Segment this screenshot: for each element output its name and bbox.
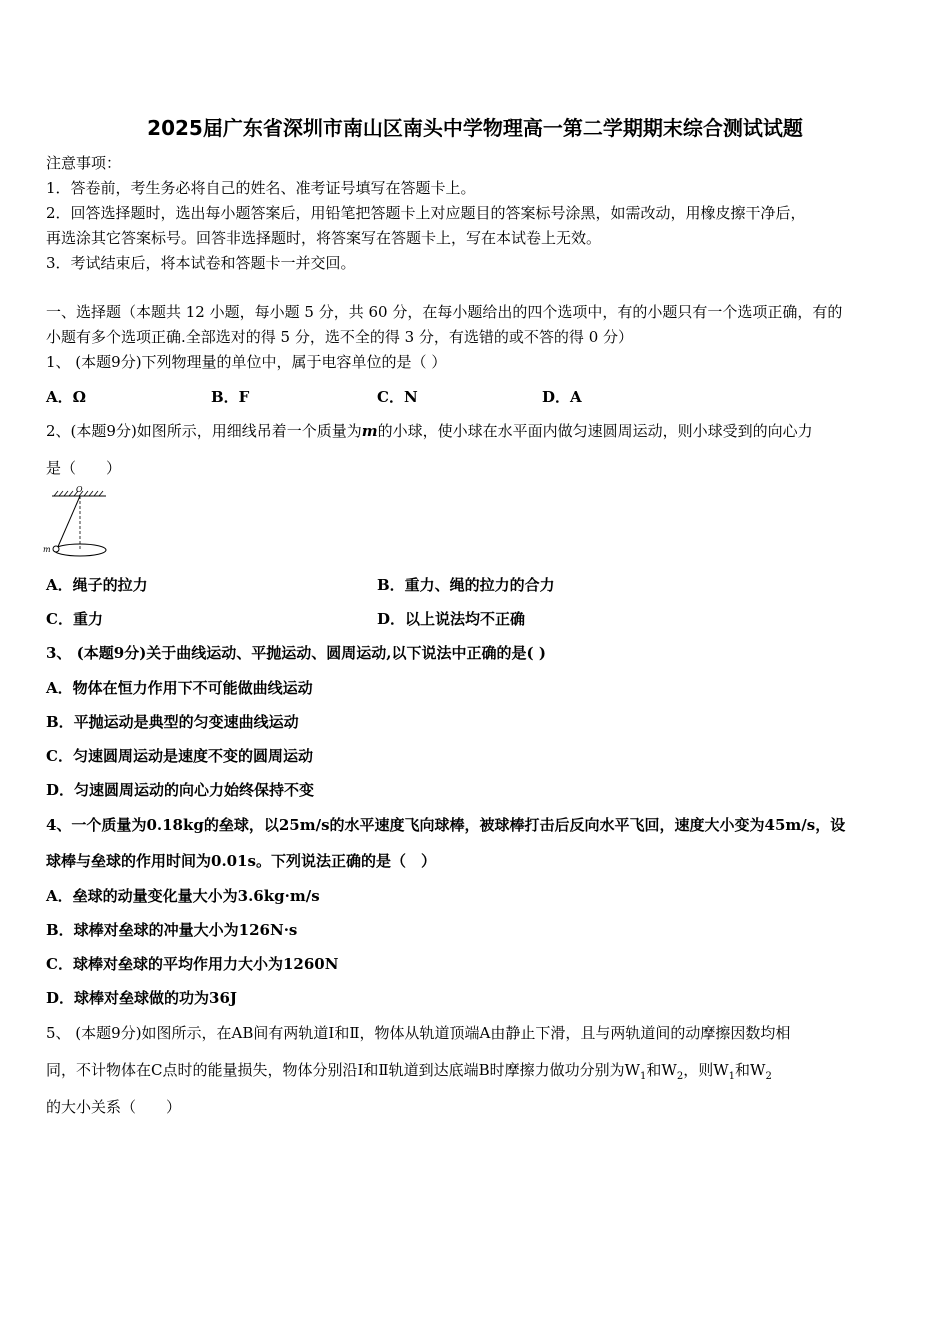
q1-stem: 1、 (本题9分)下列物理量的单位中，属于电容单位的是（ ） xyxy=(46,353,447,371)
q2-stem-part1: 2、(本题9分)如图所示，用细线吊着一个质量为 xyxy=(46,422,362,440)
q1-option-d: D．A xyxy=(542,388,582,406)
q2-pendulum-figure xyxy=(42,484,114,564)
q5-sub-w1: 1 xyxy=(640,1071,647,1082)
q5-sub-w2b: 2 xyxy=(765,1071,772,1082)
q5-stem-line2 xyxy=(46,1059,772,1082)
q2-option-a: A．绳子的拉力 xyxy=(46,576,148,594)
q5-sub-w2: 2 xyxy=(676,1071,684,1082)
q4-option-c: C．球棒对垒球的平均作用力大小为1260N xyxy=(46,955,339,973)
q3-option-d: D．匀速圆周运动的向心力始终保持不变 xyxy=(46,781,315,799)
q2-mass-symbol: m xyxy=(361,422,378,440)
q5-stem-line1: 5、 (本题9分)如图所示，在AB间有两轨道Ⅰ和Ⅱ，物体从轨道顶端A由静止下滑，且与两轨道间的动摩擦因数均相 xyxy=(46,1024,791,1042)
section-header-line1: 一、选择题（本题共 12 小题，每小题 5 分，共 60 分，在每小题给出的四个选项中，有的小题只有一个选项正确，有的 xyxy=(46,303,843,321)
q2-stem-line2: 是（ ） xyxy=(46,459,122,477)
q3-stem: 3、 (本题9分)关于曲线运动、平抛运动、圆周运动,以下说法中正确的是( ) xyxy=(46,644,546,662)
pivot-label: O xyxy=(76,485,83,494)
q5-stem-line3: 的大小关系（ ） xyxy=(46,1098,182,1116)
q1-option-a: A．Ω xyxy=(46,388,86,406)
q5-stem-part-b: ，则W xyxy=(683,1061,729,1079)
q5-and: 和W xyxy=(646,1061,677,1079)
q5-and2: 和W xyxy=(735,1061,766,1079)
notice-item-1: 1．答卷前，考生务必将自己的姓名、准考证号填写在答题卡上。 xyxy=(46,179,476,197)
notice-heading: 注意事项： xyxy=(46,154,122,172)
notice-item-3: 3．考试结束后，将本试卷和答题卡一并交回。 xyxy=(46,254,356,272)
q4-option-b: B．球棒对垒球的冲量大小为126N·s xyxy=(46,921,298,939)
q3-option-c: C．匀速圆周运动是速度不变的圆周运动 xyxy=(46,747,313,765)
q2-option-d: D．以上说法均不正确 xyxy=(377,610,526,628)
q5-sub-w1b: 1 xyxy=(728,1071,736,1082)
q3-option-b: B．平抛运动是典型的匀变速曲线运动 xyxy=(46,713,299,731)
notice-item-2a: 2．回答选择题时，选出每小题答案后，用铅笔把答题卡上对应题目的答案标号涂黑，如需改动，用橡皮擦干净后， xyxy=(46,204,806,222)
q4-stem-line2: 球棒与垒球的作用时间为0.01s。下列说法正确的是（ ） xyxy=(46,852,436,870)
q4-option-a: A．垒球的动量变化量大小为3.6kg·m/s xyxy=(46,887,320,905)
q2-option-b: B．重力、绳的拉力的合力 xyxy=(377,576,555,594)
string-line xyxy=(57,496,80,549)
notice-item-2b: 再选涂其它答案标号。回答非选择题时，将答案写在答题卡上，写在本试卷上无效。 xyxy=(46,229,602,247)
ball-label: m xyxy=(43,545,51,554)
q3-option-a: A．物体在恒力作用下不可能做曲线运动 xyxy=(46,679,313,697)
q2-option-c: C．重力 xyxy=(46,610,103,628)
q4-option-d: D．球棒对垒球做的功为36J xyxy=(46,989,237,1007)
q5-stem-part-a: 同，不计物体在C点时的能量损失，物体分别沿Ⅰ和Ⅱ轨道到达底端B时摩擦力做功分别为W xyxy=(46,1061,641,1079)
q2-stem-part2: 的小球，使小球在水平面内做匀速圆周运动，则小球受到的向心力 xyxy=(377,422,813,440)
q2-stem-line1 xyxy=(46,420,813,441)
q1-option-c: C．N xyxy=(377,388,418,406)
q4-stem-line1: 4、一个质量为0.18kg的垒球，以25m/s的水平速度飞向球棒，被球棒打击后反向水平飞回，速度大小变为45m/s，设 xyxy=(46,816,846,834)
section-header-line2: 小题有多个选项正确.全部选对的得 5 分，选不全的得 3 分，有选错的或不答的得 0 分） xyxy=(46,328,634,346)
ball xyxy=(53,546,59,552)
page-title: 2025届广东省深圳市南山区南头中学物理高一第二学期期末综合测试试题 xyxy=(147,116,803,140)
q1-option-b: B．F xyxy=(211,388,250,406)
